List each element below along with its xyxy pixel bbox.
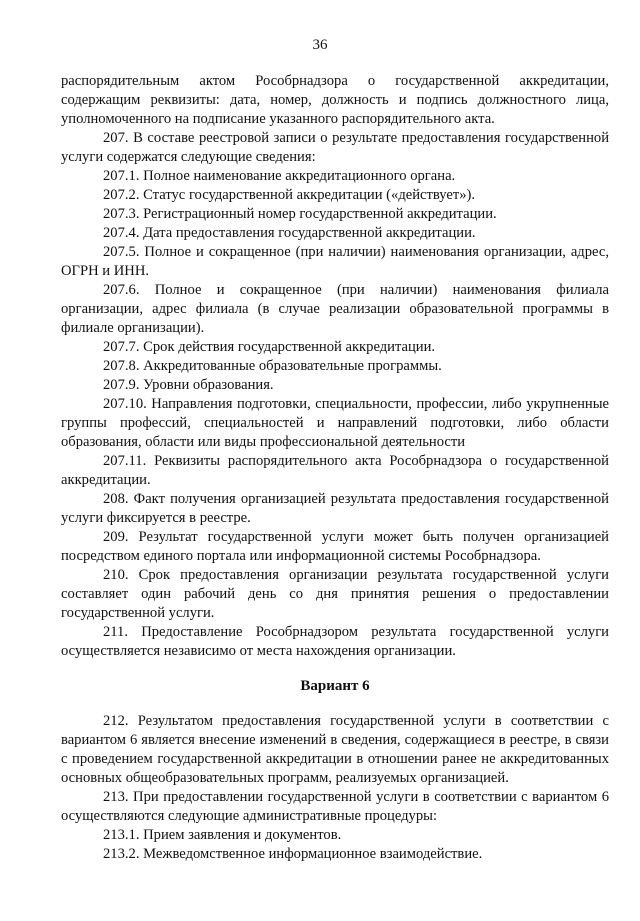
paragraph-207-3: 207.3. Регистрационный номер государственной аккредитации. [103, 206, 497, 222]
paragraph-continuation: распорядительным актом Рособрнадзора о государственной аккредитации, содержащим реквизиты: дата, номер, должность и подпись должностного лица, уполномоченного на подписание указанного распорядительного акта. [61, 73, 609, 127]
paragraph-207-6: 207.6. Полное и сокращенное (при наличии) наименования филиала организации, адрес филиала (в случае реализации образовательной программы в филиале организации). [61, 282, 609, 336]
paragraph-207-5: 207.5. Полное и сокращенное (при наличии) наименования организации, адрес, ОГРН и ИНН. [61, 244, 609, 279]
paragraph-207-2: 207.2. Статус государственной аккредитации («действует»). [103, 187, 476, 203]
paragraph-207-11: 207.11. Реквизиты распорядительного акта Рособрнадзора о государственной аккредитации. [61, 453, 609, 488]
page-number: 36 [312, 37, 328, 53]
paragraph-210: 210. Срок предоставления организации результата государственной услуги составляет один рабочий день со дня принятия решения о предоставлении государственной услуги. [61, 567, 609, 621]
document-body [61, 72, 609, 864]
paragraph-207-9: 207.9. Уровни образования. [103, 377, 274, 393]
paragraph-207-7: 207.7. Срок действия государственной аккредитации. [103, 339, 436, 355]
paragraph-207-10: 207.10. Направления подготовки, специальности, профессии, либо укрупненные группы профессий, специальностей и направлений подготовки, либо области образования, области или виды профессиональной деятельности [61, 396, 609, 450]
paragraph-207: 207. В составе реестровой записи о результате предоставления государственной услуги содержатся следующие сведения: [61, 130, 609, 165]
paragraph-212: 212. Результатом предоставления государственной услуги в соответствии с вариантом 6 является внесение изменений в сведения, содержащиеся в реестре, в связи с проведением государственной аккредитации в отношении ранее не аккредитованных основных общеобразовательных программ, реализуемых организацией. [61, 713, 609, 786]
paragraph-213-2: 213.2. Межведомственное информационное взаимодействие. [103, 846, 483, 862]
paragraph-211: 211. Предоставление Рособрнадзором результата государственной услуги осуществляется независимо от места нахождения организации. [61, 624, 609, 659]
paragraph-213-1: 213.1. Прием заявления и документов. [103, 827, 342, 843]
paragraph-208: 208. Факт получения организацией результата предоставления государственной услуги фиксируется в реестре. [61, 491, 609, 526]
paragraph-207-4: 207.4. Дата предоставления государственной аккредитации. [103, 225, 476, 241]
paragraph-207-1: 207.1. Полное наименование аккредитационного органа. [103, 168, 456, 184]
section-heading: Вариант 6 [300, 678, 370, 694]
paragraph-213: 213. При предоставлении государственной услуги в соответствии с вариантом 6 осуществляются следующие административные процедуры: [61, 789, 609, 824]
paragraph-209: 209. Результат государственной услуги может быть получен организацией посредством единого портала или информационной системы Рособрнадзора. [61, 529, 609, 564]
paragraph-207-8: 207.8. Аккредитованные образовательные программы. [103, 358, 442, 374]
